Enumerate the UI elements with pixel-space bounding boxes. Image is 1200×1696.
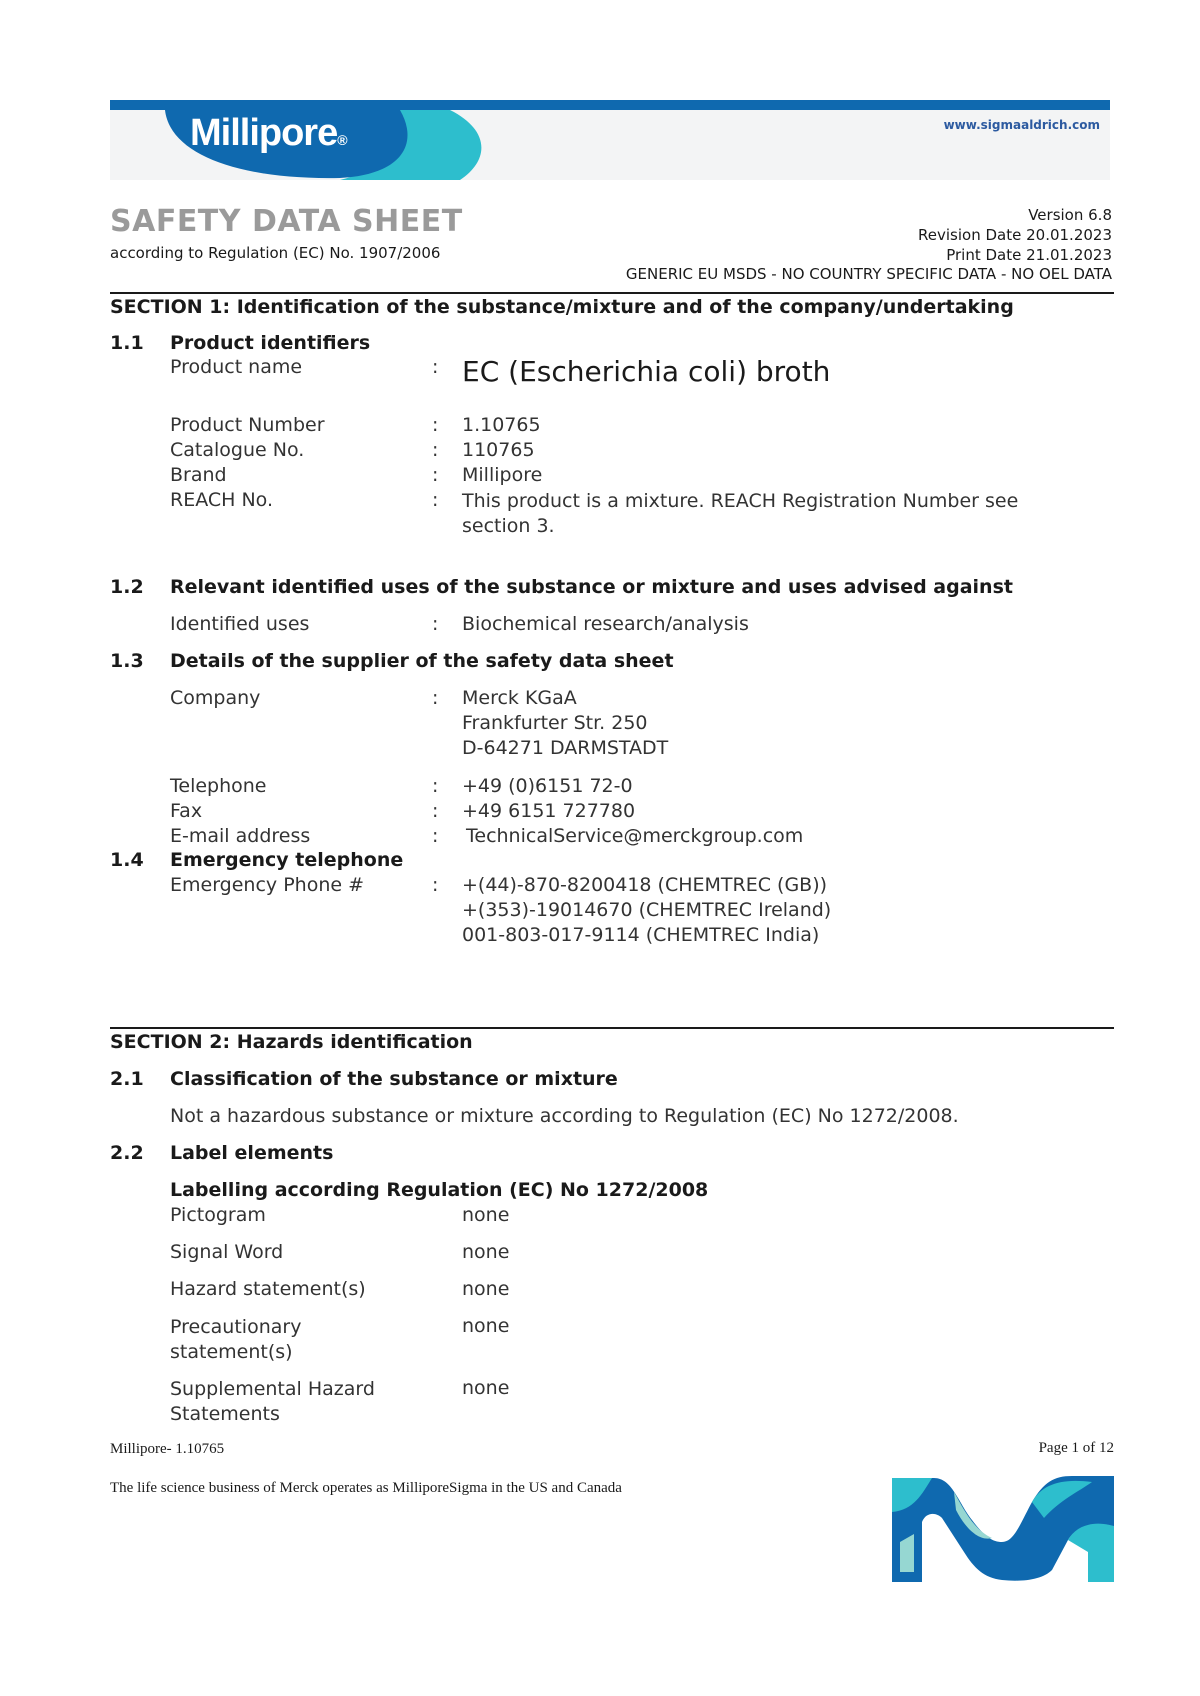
section-1-2-number: 1.2 (110, 576, 144, 598)
company-label: Company (170, 687, 261, 709)
pictogram-label: Pictogram (170, 1204, 266, 1226)
email-label: E-mail address (170, 825, 311, 847)
section-1-4-number: 1.4 (110, 849, 144, 871)
section-divider (110, 292, 1114, 294)
reach-label: REACH No. (170, 489, 274, 511)
classification-text: Not a hazardous substance or mixture according to Regulation (EC) No 1272/2008. (170, 1105, 959, 1127)
section-1-3-heading: Details of the supplier of the safety data sheet (170, 650, 674, 672)
telephone-label: Telephone (170, 775, 267, 797)
emergency-phone: +(44)-870-8200418 (CHEMTREC (GB)) (462, 874, 828, 896)
website-link[interactable]: www.sigmaaldrich.com (943, 118, 1100, 132)
version: Version 6.8 (1028, 206, 1112, 224)
precautionary-statements-label: Precautionary statement(s) (170, 1316, 302, 1363)
supplemental-hazard-value: none (462, 1377, 510, 1399)
section-2-2-heading: Label elements (170, 1142, 334, 1164)
section-2-title: SECTION 2: Hazards identification (110, 1031, 473, 1053)
product-name-label: Product name (170, 356, 303, 378)
section-1-2-heading: Relevant identified uses of the substance or mixture and uses advised against (170, 576, 1013, 598)
fax-value: +49 6151 727780 (462, 800, 636, 822)
section-2-2-number: 2.2 (110, 1142, 144, 1164)
emergency-phone: 001-803-017-9114 (CHEMTREC India) (462, 924, 820, 946)
hazard-statements-label: Hazard statement(s) (170, 1278, 366, 1300)
section-2-1-number: 2.1 (110, 1068, 144, 1090)
page-number: Page 1 of 12 (1038, 1440, 1114, 1456)
emergency-phone: +(353)-19014670 (CHEMTREC Ireland) (462, 899, 832, 921)
section-1-1-number: 1.1 (110, 332, 144, 354)
section-1-4-heading: Emergency telephone (170, 849, 404, 871)
colon: : (432, 775, 439, 797)
merck-logo-icon (892, 1472, 1114, 1582)
brand-logo-text (190, 112, 347, 155)
section-1-1-heading: Product identifiers (170, 332, 371, 354)
section-1-title: SECTION 1: Identification of the substance/mixture and of the company/undertaking (110, 296, 1014, 318)
emergency-phone-label: Emergency Phone # (170, 874, 365, 896)
brand-label: Brand (170, 464, 227, 486)
colon: : (432, 489, 439, 511)
colon: : (432, 414, 439, 436)
section-2-1-heading: Classification of the substance or mixture (170, 1068, 618, 1090)
colon: : (432, 356, 439, 378)
fax-label: Fax (170, 800, 203, 822)
company-line: Frankfurter Str. 250 (462, 712, 648, 734)
brand-value: Millipore (462, 464, 543, 486)
reach-value: This product is a mixture. REACH Registration Number see section 3. (462, 490, 1019, 537)
signal-word-label: Signal Word (170, 1241, 284, 1263)
product-number-value: 1.10765 (462, 414, 541, 436)
section-divider (110, 1027, 1114, 1029)
precautionary-statements-value: none (462, 1315, 510, 1337)
product-name-value: EC (Escherichia coli) broth (462, 355, 831, 388)
pictogram-value: none (462, 1204, 510, 1226)
identified-uses-value: Biochemical research/analysis (462, 613, 749, 635)
document-reference: Millipore- 1.10765 (110, 1441, 225, 1457)
colon: : (432, 439, 439, 461)
email-link[interactable]: TechnicalService@merckgroup.com (466, 825, 804, 847)
brand-name: Millipore (190, 112, 338, 154)
company-line: D-64271 DARMSTADT (462, 737, 669, 759)
revision-date: Revision Date 20.01.2023 (918, 226, 1112, 244)
supplemental-hazard-label: Supplemental Hazard Statements (170, 1378, 375, 1425)
colon: : (432, 464, 439, 486)
hazard-statements-value: none (462, 1278, 510, 1300)
colon: : (432, 613, 439, 635)
catalogue-label: Catalogue No. (170, 439, 305, 461)
colon: : (432, 825, 439, 847)
catalogue-value: 110765 (462, 439, 535, 461)
registered-mark: ® (337, 132, 347, 148)
telephone-value: +49 (0)6151 72-0 (462, 775, 633, 797)
document-title: SAFETY DATA SHEET (110, 204, 463, 239)
signal-word-value: none (462, 1241, 510, 1263)
identified-uses-label: Identified uses (170, 613, 310, 635)
regulation-reference: according to Regulation (EC) No. 1907/2006 (110, 244, 441, 262)
colon: : (432, 874, 439, 896)
product-number-label: Product Number (170, 414, 325, 436)
colon: : (432, 800, 439, 822)
company-line: Merck KGaA (462, 687, 577, 709)
print-date: Print Date 21.01.2023 (946, 246, 1112, 264)
colon: : (432, 687, 439, 709)
labelling-subheading: Labelling according Regulation (EC) No 1272/2008 (170, 1179, 709, 1201)
generic-note: GENERIC EU MSDS - NO COUNTRY SPECIFIC DATA - NO OEL DATA (625, 265, 1112, 283)
footer-note: The life science business of Merck operates as MilliporeSigma in the US and Canada (110, 1480, 622, 1496)
section-1-3-number: 1.3 (110, 650, 144, 672)
